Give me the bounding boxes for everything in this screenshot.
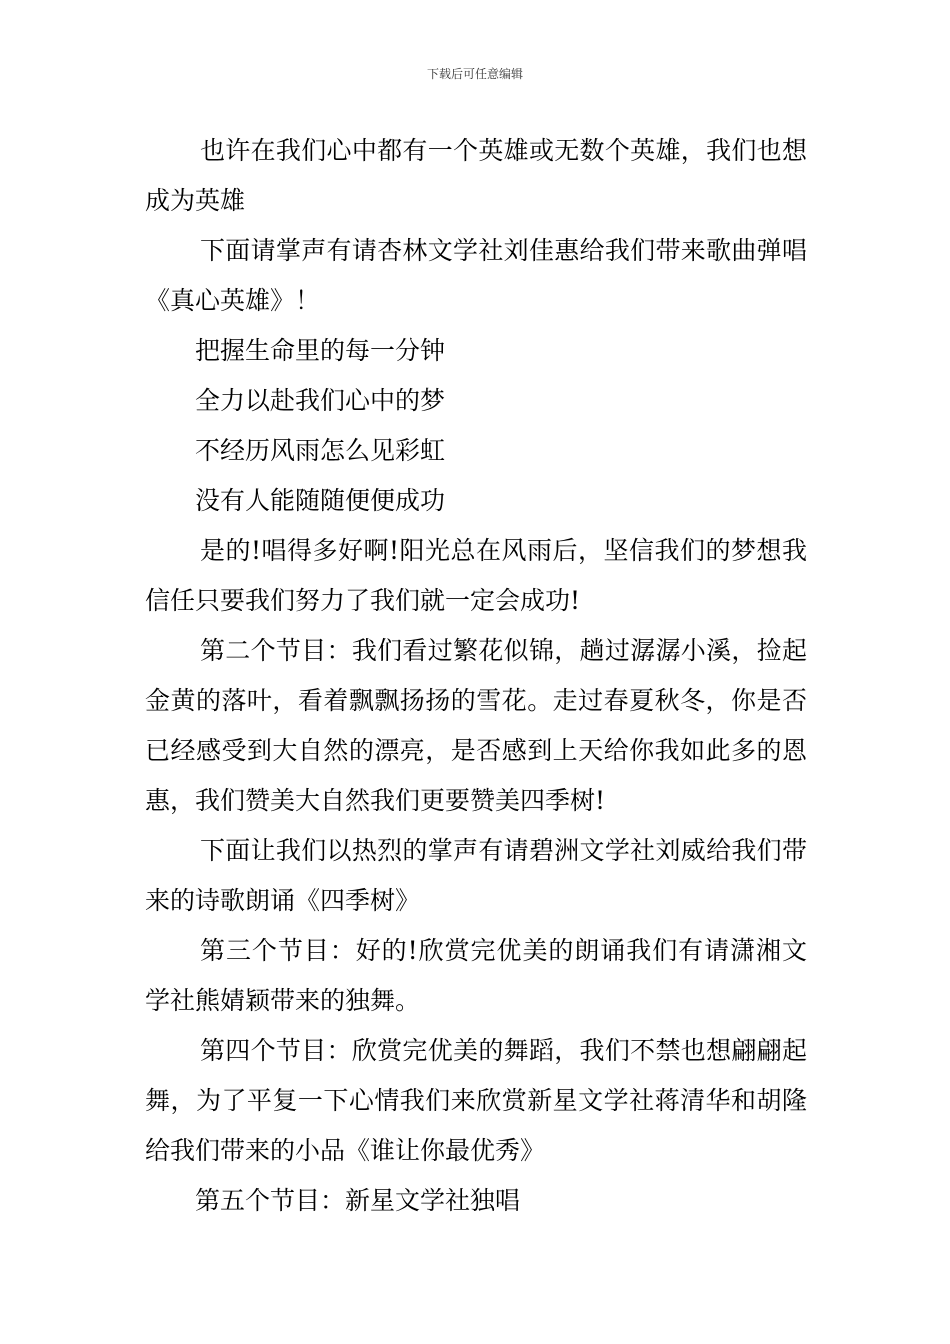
paragraph-program-4: 第四个节目：欣赏完优美的舞蹈，我们不禁也想翩翩起舞，为了平复一下心情我们来欣赏新星文学社蒋清华和胡隆给我们带来的小品《谁让你最优秀》 [145,1036,807,1165]
paragraph-hero-intro: 也许在我们心中都有一个英雄或无数个英雄，我们也想成为英雄 [145,136,807,215]
paragraph-program-5: 第五个节目：新星文学社独唱 [195,1186,521,1215]
lyric-line-4: 没有人能随随便便成功 [195,486,446,515]
paragraph-song-announcement: 下面请掌声有请杏林文学社刘佳惠给我们带来歌曲弹唱《真心英雄》！ [145,236,807,315]
lyric-line-2: 全力以赴我们心中的梦 [195,386,446,415]
lyric-line-3: 不经历风雨怎么见彩虹 [195,436,446,465]
page-header: 下载后可任意编辑 [426,67,523,81]
paragraph-poem-announcement: 下面让我们以热烈的掌声有请碧洲文学社刘威给我们带来的诗歌朗诵《四季树》 [145,836,807,915]
paragraph-song-response: 是的!唱得多好啊!阳光总在风雨后，坚信我们的梦想我信任只要我们努力了我们就一定会成功! [145,536,807,615]
document-body [145,126,807,1226]
lyric-line-1: 把握生命里的每一分钟 [195,336,446,365]
paragraph-program-3: 第三个节目：好的!欣赏完优美的朗诵我们有请潇湘文学社熊婧颖带来的独舞。 [145,936,807,1015]
paragraph-program-2: 第二个节目：我们看过繁花似锦，趟过潺潺小溪，捡起金黄的落叶，看着飘飘扬扬的雪花。走过春夏秋冬，你是否已经感受到大自然的漂亮，是否感到上天给你我如此多的恩惠，我们赞美大自然我们更要赞美四季树! [145,636,807,815]
